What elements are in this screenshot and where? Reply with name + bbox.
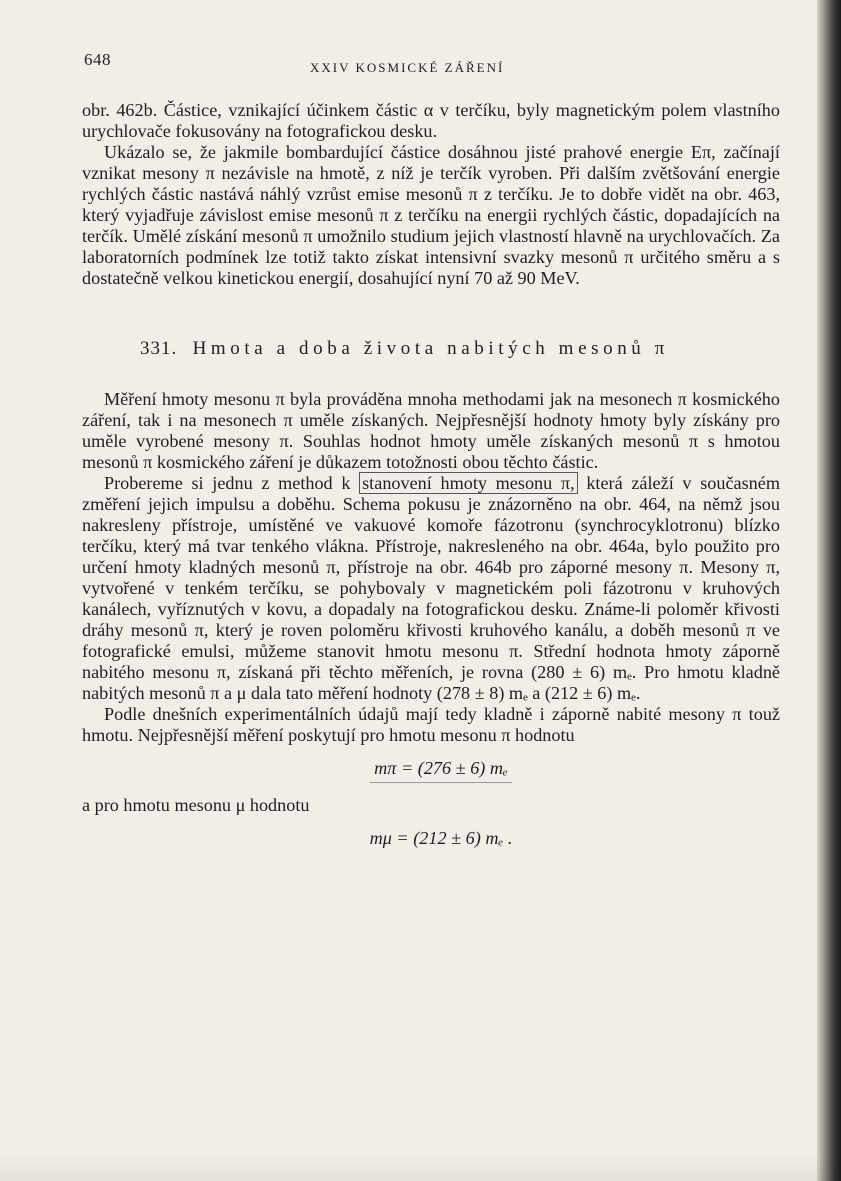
- method-text-start: Probereme si jednu z method k: [104, 473, 360, 493]
- paragraph-conclusion: Podle dnešních experimentálních údajů mají tedy kladně i záporně nabité mesony π touž hmotu. Nejpřesnější měření poskytují pro hmotu mesonu π hodnotu: [82, 704, 780, 745]
- paragraph-threshold-energy: Ukázalo se, že jakmile bombardující částice dosáhnou jisté prahové energie Eπ, začínají vznikat mesony π nezávisle na hmotě, z níž je terčík vyroben. Při dalším zvětšování energie rychlých částic nastává náhlý vzrůst emise mesonů π z terčíku. Je to dobře vidět na obr. 463, který vyjadřuje závislost emise mesonů π z terčíku na energii rychlých částic, dopadajících na terčík. Umělé získání mesonů π umožnilo studium jejich vlastností hlavně na urychlovačích. Za laboratorních podmínek lze totiž takto získat intensivní svazky mesonů π určitého směru a s dostatečně velkou kinetickou energií, dosahující nyní 70 až 90 MeV.: [82, 142, 780, 288]
- section-number: 331.: [140, 338, 178, 359]
- method-text-rest: která záleží v současném změření jejich impulsu a doběhu. Schema pokusu je znázorněno na obr. 464, na němž jsou nakresleny přístroje, umístěné ve vakuové komoře fázotronu (synchrocyklotronu) blízko terčíku, který má tvar tenkého vlákna. Přístroje, nakresleného na obr. 464a, bylo použito pro určení hmoty kladných mesonů π, přístroje na obr. 464b pro záporné mesony π. Mesony π, vytvořené v tenkém terčíku, se pohybovaly v magnetickém poli fázotronu v kruhových kanálech, vyříznutých v kovu, a dopadaly na fotografickou desku. Známe-li poloměr křivosti dráhy mesonů π, který je roven poloměru křivosti kruhového kanálu, a doběh mesonů π ve fotografické emulsi, můžeme stanovit hmotu mesonu π. Střední hodnota hmoty záporně nabitého mesonu π, získaná při těchto měřeních, je rovna (280 ± 6) mₑ. Pro hmotu kladně nabitých mesonů π a μ dala tato měření hodnoty (278 ± 8) mₑ a (212 ± 6) mₑ.: [82, 473, 780, 703]
- paragraph-muon-intro: a pro hmotu mesonu μ hodnotu: [82, 795, 310, 815]
- page-bottom-shadow: [0, 1151, 841, 1181]
- paragraph-method: [82, 473, 780, 704]
- formula-pion-mass: [82, 758, 780, 783]
- section-heading: [82, 338, 780, 359]
- formula-muon-mass: mμ = (212 ± 6) mₑ .: [369, 828, 513, 848]
- page-body: [82, 100, 780, 861]
- page-number: 648: [84, 50, 111, 69]
- section-title: Hmota a doba života nabitých mesonů π: [192, 338, 669, 359]
- formula-pion-text: mπ = (276 ± 6) mₑ: [370, 758, 512, 783]
- paragraph-continued: obr. 462b. Částice, vznikající účinkem částic α v terčíku, byly magnetickým polem vlastního urychlovače fokusovány na fotografickou desku.: [82, 100, 780, 141]
- running-head: XXIV KOSMICKÉ ZÁŘENÍ: [310, 60, 505, 75]
- paragraph-mass-measurement: Měření hmoty mesonu π byla prováděna mnoha methodami jak na mesonech π kosmického záření, tak i na mesonech π uměle získaných. Nejpřesnější hodnoty hmoty byly získány pro uměle vyrobené mesony π. Souhlas hodnot hmoty uměle získaných mesonů π s hmotou mesonů π kosmického záření je důkazem totožnosti obou těchto částic.: [82, 389, 780, 472]
- boxed-phrase: stanovení hmoty mesonu π,: [359, 472, 578, 494]
- page-edge-shadow: [817, 0, 841, 1181]
